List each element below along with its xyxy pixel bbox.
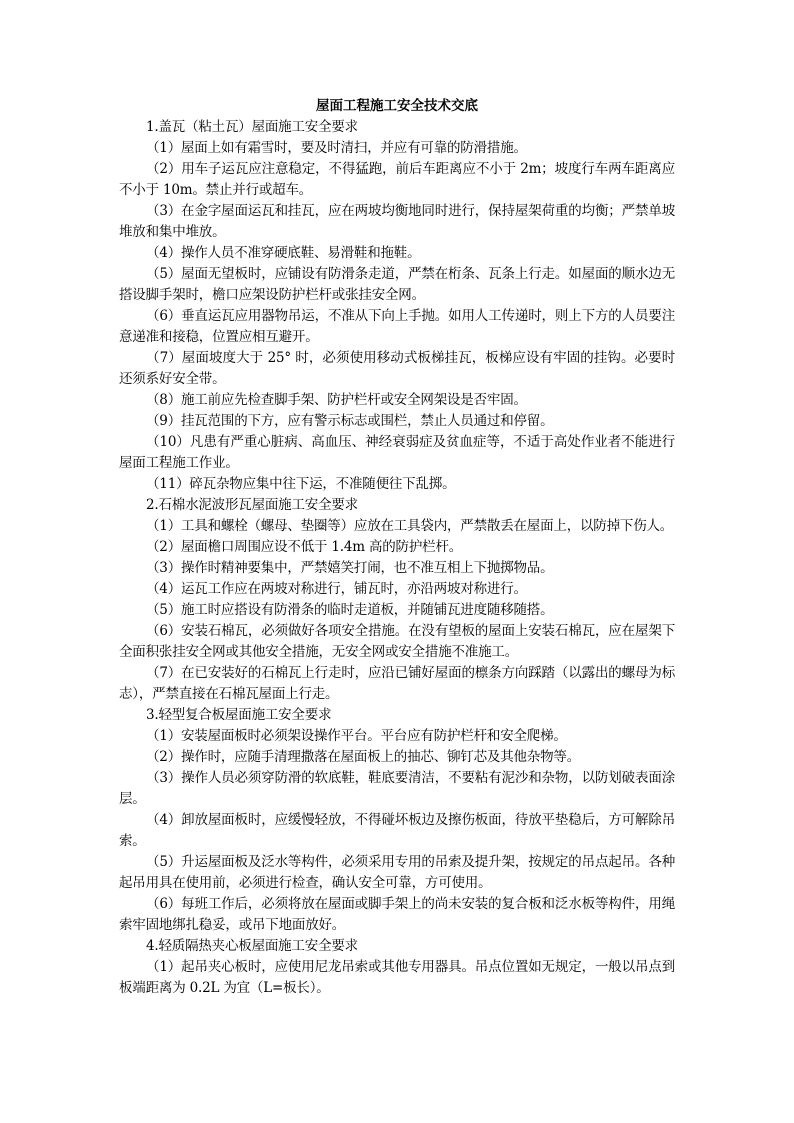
document-title: 屋面工程施工安全技术交底 xyxy=(316,98,478,114)
paragraph: （5）升运屋面板及泛水等构件，必须采用专用的吊索及提升架，按规定的吊点起吊。各种起吊用具在使用前，必须进行检查，确认安全可靠，方可使用。 xyxy=(119,854,675,891)
paragraph: （9）挂瓦范围的下方，应有警示标志或围栏，禁止人员通过和停留。 xyxy=(146,413,554,429)
paragraph: （5）屋面无望板时，应铺设有防滑条走道，严禁在桁条、瓦条上行走。如屋面的顺水边无搭设脚手架时，檐口应架设防护栏杆或张挂安全网。 xyxy=(119,266,675,303)
paragraph: （3）操作时精神要集中，严禁嬉笑打闹，也不准互相上下抛掷物品。 xyxy=(146,560,554,576)
paragraph: （11）碎瓦杂物应集中往下运，不准随便往下乱掷。 xyxy=(146,476,456,492)
paragraph: （7）屋面坡度大于 25° 时，必须使用移动式板梯挂瓦，板梯应设有牢固的挂钩。必要时还须系好安全带。 xyxy=(119,350,675,387)
paragraph: （1）工具和螺栓（螺母、垫圈等）应放在工具袋内，严禁散丢在屋面上，以防掉下伤人。 xyxy=(146,518,674,534)
paragraph: （4）操作人员不准穿硬底鞋、易滑鞋和拖鞋。 xyxy=(146,245,421,261)
paragraph: （4）卸放屋面板时，应缓慢轻放，不得碰坏板边及擦伤板面，待放平垫稳后，方可解除吊索。 xyxy=(119,812,675,849)
paragraph: （3）操作人员必须穿防滑的软底鞋，鞋底要清洁，不要粘有泥沙和杂物，以防划破表面涂层。 xyxy=(119,770,675,807)
paragraph: （8）施工前应先检查脚手架、防护栏杆或安全网架设是否牢固。 xyxy=(146,392,527,408)
document-page xyxy=(119,96,675,999)
paragraph: （2）屋面檐口周围应设不低于 1.4m 高的防护栏杆。 xyxy=(146,539,463,555)
paragraph: （4）运瓦工作应在两坡对称进行，铺瓦时，亦沿两坡对称进行。 xyxy=(146,581,527,597)
section-heading-1: 1.盖瓦（粘土瓦）屋面施工安全要求 xyxy=(146,119,358,135)
paragraph: （10）凡患有严重心脏病、高血压、神经衰弱症及贫血症等，不适于高处作业者不能进行屋面工程施工作业。 xyxy=(119,434,675,471)
document-body xyxy=(119,117,675,999)
paragraph: （2）操作时，应随手清理撒落在屋面板上的抽芯、铆钉芯及其他杂物等。 xyxy=(146,749,580,765)
paragraph: （6）垂直运瓦应用器物吊运，不准从下向上手抛。如用人工传递时，则上下方的人员要注意递准和接稳，位置应相互避开。 xyxy=(119,308,675,345)
paragraph: （7）在已安装好的石棉瓦上行走时，应沿已铺好屋面的檩条方向踩踏（以露出的螺母为标志），严禁直接在石棉瓦屋面上行走。 xyxy=(119,665,675,702)
section-heading-4: 4.轻质隔热夹心板屋面施工安全要求 xyxy=(146,938,358,954)
section-heading-3: 3.轻型复合板屋面施工安全要求 xyxy=(146,707,332,723)
paragraph: （1）屋面上如有霜雪时，要及时清扫，并应有可靠的防滑措施。 xyxy=(146,140,527,156)
paragraph: （5）施工时应搭设有防滑条的临时走道板，并随铺瓦进度随移随搭。 xyxy=(146,602,554,618)
section-heading-2: 2.石棉水泥波形瓦屋面施工安全要求 xyxy=(146,497,358,513)
paragraph: （3）在金字屋面运瓦和挂瓦，应在两坡均衡地同时进行，保持屋架荷重的均衡；严禁单坡堆放和集中堆放。 xyxy=(119,203,675,240)
paragraph: （1）起吊夹心板时，应使用尼龙吊索或其他专用器具。吊点位置如无规定，一般以吊点到板端距离为 0.2L 为宜（L=板长）。 xyxy=(119,959,675,996)
paragraph: （6）安装石棉瓦，必须做好各项安全措施。在没有望板的屋面上安装石棉瓦，应在屋架下全面积张挂安全网或其他安全措施，无安全网或安全措施不准施工。 xyxy=(119,623,675,660)
paragraph: （1）安装屋面板时必须架设操作平台。平台应有防护栏杆和安全爬梯。 xyxy=(146,728,567,744)
paragraph: （2）用车子运瓦应注意稳定，不得猛跑，前后车距离应不小于 2m；坡度行车两车距离应不小于 10m。禁止并行或超车。 xyxy=(119,161,675,198)
paragraph: （6）每班工作后，必须将放在屋面或脚手架上的尚未安装的复合板和泛水板等构件，用绳索牢固地绑扎稳妥，或吊下地面放好。 xyxy=(119,896,675,933)
